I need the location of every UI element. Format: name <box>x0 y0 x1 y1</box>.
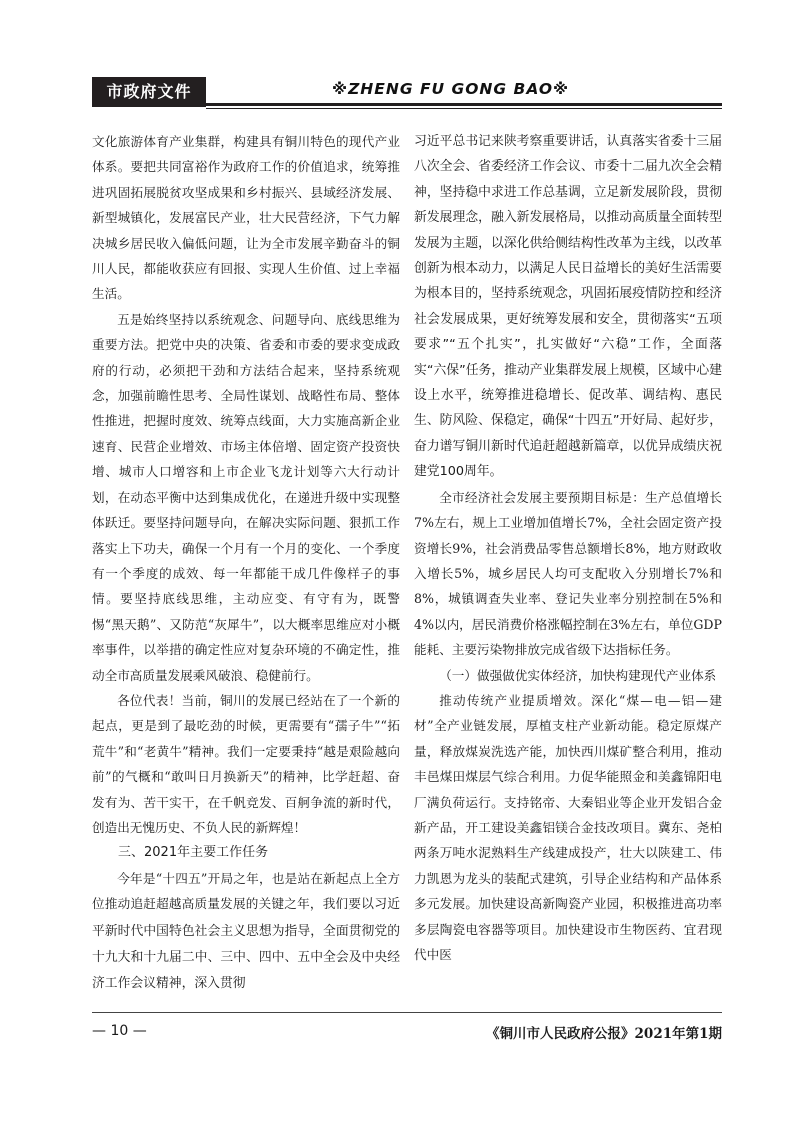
section-heading: 三、2021年主要工作任务 <box>118 845 269 861</box>
page-number: — 10 — <box>92 1023 147 1039</box>
paragraph: 文化旅游体育产业集群，构建具有铜川特色的现代产业体系。要把共同富裕作为政府工作的价值追求，统筹推进巩固拓展脱贫攻坚成果和乡村振兴、县域经济发展、新型城镇化，发展富民产业，壮大民营经济，下气力解决城乡居民收入偏低问题，让为全市发展辛勤奋斗的铜川人民，都能收获应有回报、实现人生价值、过上幸福生活。 <box>92 134 400 302</box>
footer-rule <box>92 1012 722 1013</box>
header-rule <box>206 103 722 106</box>
paragraph: 推动传统产业提质增效。深化“煤—电—铝—建材”全产业链发展，厚植支柱产业新动能。稳定原煤产量，释放煤炭洗选产能，加快西川煤矿整合利用，推动丰邑煤田煤层气综合利用。力促华能照金和美鑫锦阳电厂满负荷运行。支持铭帝、大秦铝业等企业开发铝合金新产品，开工建设美鑫铝镁合金技改项目。冀东、尧柏两条万吨水泥熟料生产线建成投产，壮大以陕建工、伟力凯恩为龙头的装配式建筑，引导企业结构和产品体系多元发展。加快建设高新陶瓷产业园，积极推进高功率多层陶瓷电容器等项目。加快建设市生物医药、宜君现代中医 <box>414 692 722 962</box>
section-tag: 市政府文件 <box>92 77 206 107</box>
paragraph: 习近平总书记来陕考察重要讲话，认真落实省委十三届八次全会、省委经济工作会议、市委十二届九次全会精神，坚持稳中求进工作总基调，立足新发展阶段，贯彻新发展理念，融入新发展格局，以推动高质量全面转型发展为主题，以深化供给侧结构性改革为主线，以改革创新为根本动力，以满足人民日益增长的美好生活需要为根本目的，坚持系统观念，巩固拓展疫情防控和经济社会发展成果，更好统筹发展和安全，贯彻落实“五项要求”“五个扎实”，扎实做好“六稳”工作，全面落实“六保”任务，推动产业集群发展上规模，区域中心建设上水平，统筹推进稳增长、促改革、调结构、惠民生、防风险、保稳定，确保“十四五”开好局、起好步，奋力谱写铜川新时代追赶超越新篇章，以优异成绩庆祝建党100周年。 <box>414 134 722 480</box>
paragraph-text: 今年是“十四五”开局之年，也是站在新起点上全方位推动追赶超越高质量发展的关键之年，我们要 <box>92 870 400 912</box>
left-column <box>92 129 400 997</box>
publication-source: 《铜川市人民政府公报》2021年第1期 <box>486 1026 722 1042</box>
paragraph-emphasis: 以习近平新时代中国特色社会主义思想为指导，全面贯彻党的十九大和十九届二中、三中、四中、五中全会及中央经济工作会议精神，深入贯彻 <box>92 897 401 992</box>
paragraph <box>92 866 400 997</box>
paragraph: 各位代表！当前，铜川的发展已经站在了一个新的起点，更是到了最吃劲的时候，更需要有“孺子牛”“拓荒牛”和“老黄牛”精神。我们一定要秉持“越是艰险越向前”的气概和“敢叫日月换新天”的精神，比学赶超、奋发有为、苦干实干，在千帆竞发、百舸争流的新时代，创造出无愧历史、不负人民的新辉煌！ <box>92 692 400 835</box>
subsection-heading: （一）做强做优实体经济，加快构建现代产业体系 <box>439 667 717 683</box>
page-header <box>92 77 722 107</box>
header-rule-thin <box>206 108 722 109</box>
header-title: ※ZHENG FU GONG BAO※ <box>332 80 570 98</box>
right-column <box>414 129 722 967</box>
paragraph: 全市经济社会发展主要预期目标是：生产总值增长7%左右，规上工业增加值增长7%，全社会固定资产投资增长9%，社会消费品零售总额增长8%，地方财政收入增长5%，城乡居民人均可支配收入分别增长7%和8%，城镇调查失业率、登记失业率分别控制在5%和4%以内，居民消费价格涨幅控制在3%左右，单位GDP能耗、主要污染物排放完成省级下达指标任务。 <box>414 489 722 658</box>
paragraph: 五是始终坚持以系统观念、问题导向、底线思维为重要方法。把党中央的决策、省委和市委的要求变成政府的行动，必须把干劲和方法结合起来，坚持系统观念，加强前瞻性思考、全局性谋划、战略性布局、整体性推进，把握时度效、统筹点线面，大力实施高新企业速育、民营企业增效、市场主体倍增、固定资产投资快增、城市人口增容和上市企业飞龙计划等六大行动计划，在动态平衡中达到集成优化，在递进升级中实现整体跃迁。要坚持问题导向，在解决实际问题、狠抓工作落实上下功夫，确保一个月有一个月的变化、一个季度有一个季度的成效、每一年都能干成几件像样子的事情。要坚持底线思维，主动应变、有守有为，既警惕“黑天鹅”、又防范“灰犀牛”，以大概率思维应对小概率事件，以举措的确定性应对复杂环境的不确定性，推动全市高质量发展乘风破浪、稳健前行。 <box>92 311 400 683</box>
